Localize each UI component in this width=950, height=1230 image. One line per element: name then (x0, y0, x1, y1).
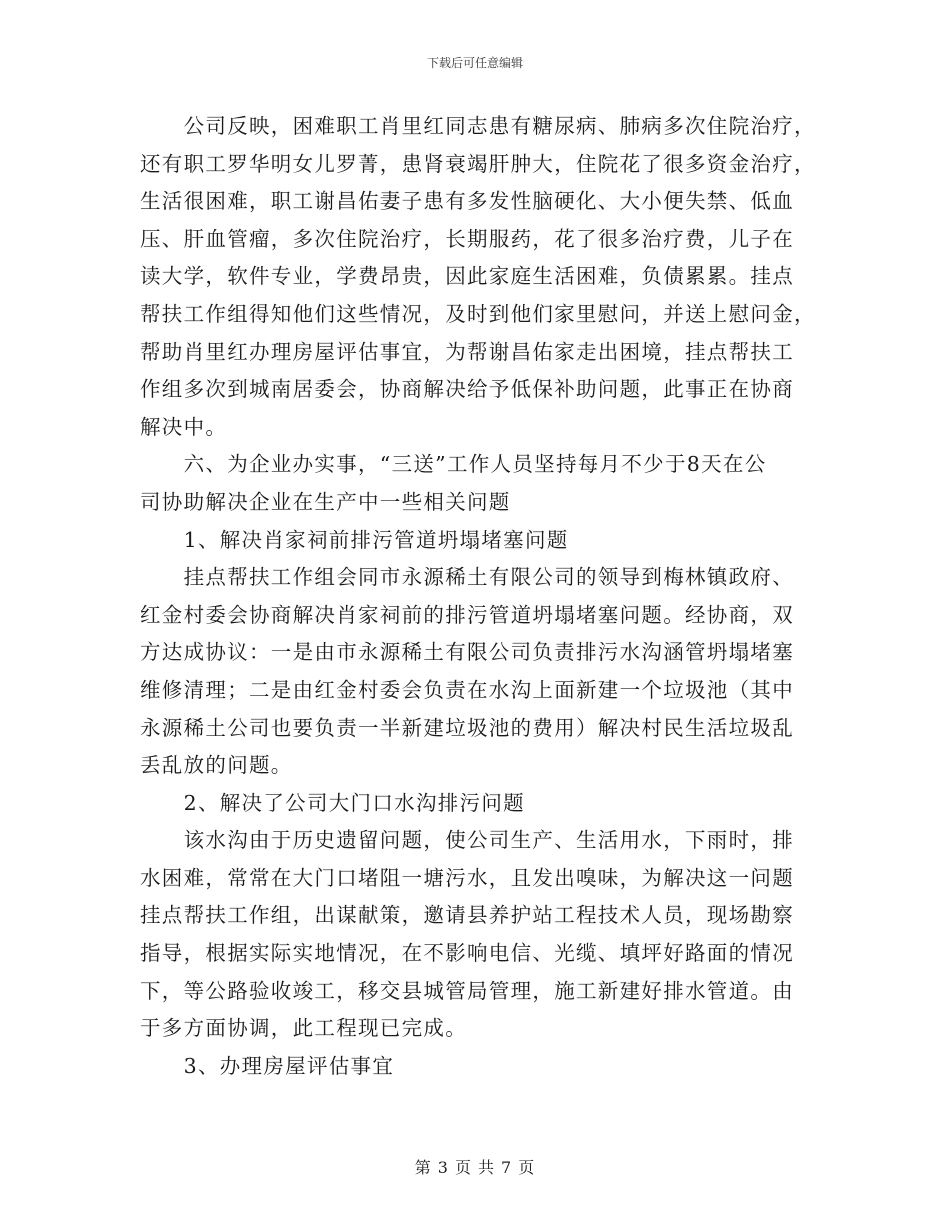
text-line: 丢乱放的问题。 (140, 753, 293, 778)
text-line: 六、为企业办实事，“三送”工作人员坚持每月不少于8天在公 (140, 452, 767, 477)
page-footer (0, 1155, 950, 1178)
text-line: 该水沟由于历史遗留问题，使公司生产、生活用水，下雨时，排 (140, 828, 794, 853)
footer-prefix: 第 (414, 1158, 432, 1177)
text-line: 1、解决肖家祠前排污管道坍塌堵塞问题 (140, 527, 569, 552)
text-line: 维修清理；二是由红金村委会负责在水沟上面新建一个垃圾池（其中 (140, 677, 794, 702)
text-line: 方达成协议：一是由市永源稀土有限公司负责排污水沟涵管坍塌堵塞 (140, 640, 794, 665)
text-line: 3、办理房屋评估事宜 (140, 1053, 395, 1078)
footer-page-number: 3 (437, 1158, 449, 1177)
text-line: 2、解决了公司大门口水沟排污问题 (140, 790, 525, 815)
text-line: 红金村委会协商解决肖家祠前的排污管道坍塌堵塞问题。经协商，双 (140, 602, 794, 627)
text-line: 指导，根据实际实地情况，在不影响电信、光缆、填坪好路面的情况 (140, 941, 794, 966)
document-body (140, 108, 816, 1085)
footer-mid: 页 共 (454, 1158, 496, 1177)
text-line: 生活很困难，职工谢昌佑妻子患有多发性脑硬化、大小便失禁、低血 (140, 189, 794, 214)
text-line: 作组多次到城南居委会，协商解决给予低保补助问题，此事正在协商 (140, 377, 794, 402)
text-line: 水困难，常常在大门口堵阻一塘污水，且发出嗅味，为解决这一问题 (140, 865, 794, 890)
footer-total-pages: 7 (501, 1158, 513, 1177)
text-line: 司协助解决企业在生产中一些相关问题 (140, 489, 511, 514)
text-line: 解决中。 (140, 414, 228, 439)
footer-suffix: 页 (518, 1158, 536, 1177)
text-line: 帮助肖里红办理房屋评估事宜，为帮谢昌佑家走出困境，挂点帮扶工 (140, 339, 794, 364)
text-line: 公司反映，困难职工肖里红同志患有糖尿病、肺病多次住院治疗， (140, 114, 816, 138)
text-line: 帮扶工作组得知他们这些情况，及时到他们家里慰问，并送上慰问金， (140, 301, 816, 326)
text-line: 压、肝血管瘤，多次住院治疗，长期服药，花了很多治疗费，儿子在 (140, 226, 794, 251)
text-line: 永源稀土公司也要负责一半新建垃圾池的费用）解决村民生活垃圾乱 (140, 715, 794, 740)
text-line: 于多方面协调，此工程现已完成。 (140, 1016, 467, 1041)
text-line: 挂点帮扶工作组会同市永源稀土有限公司的领导到梅林镇政府、 (140, 565, 794, 590)
text-line: 下，等公路验收竣工，移交县城管局管理，施工新建好排水管道。由 (140, 978, 794, 1003)
text-line: 挂点帮扶工作组，出谋献策，邀请县养护站工程技术人员，现场勘察 (140, 903, 794, 928)
text-line: 还有职工罗华明女儿罗菁，患肾衰竭肝肿大，住院花了很多资金治疗， (140, 151, 816, 176)
text-line: 读大学，软件专业，学费昂贵，因此家庭生活困难，负债累累。挂点 (140, 264, 794, 289)
page-header: 下载后可任意编辑 (426, 56, 523, 70)
